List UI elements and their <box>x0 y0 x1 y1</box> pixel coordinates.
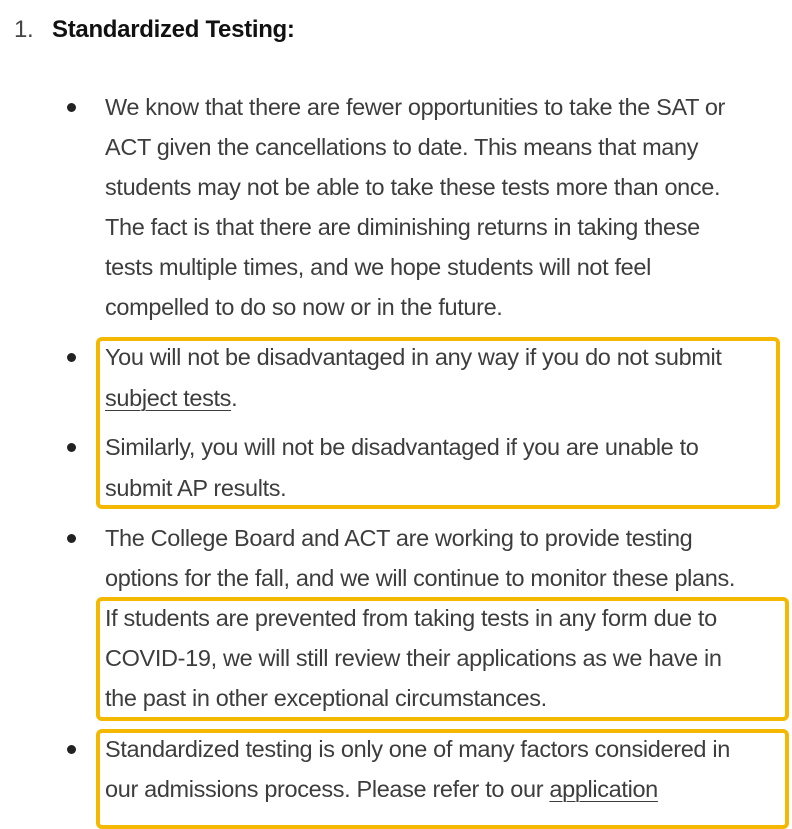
bullet-marker <box>67 745 76 754</box>
paragraph-line: the past in other exceptional circumstances. <box>105 685 547 711</box>
paragraph-line: We know that there are fewer opportunities to take the SAT or <box>105 94 726 120</box>
paragraph-line <box>105 769 658 809</box>
bullet-marker <box>67 534 76 543</box>
section-number: 1. <box>14 16 34 43</box>
paragraph-line: The fact is that there are diminishing returns in taking these <box>105 214 700 240</box>
section-title: Standardized Testing: <box>52 16 295 43</box>
paragraph-line: If students are prevented from taking tests in any form due to <box>105 605 717 631</box>
paragraph-line: The College Board and ACT are working to provide testing <box>105 525 693 551</box>
paragraph-line: submit AP results. <box>105 475 287 501</box>
paragraph-line: options for the fall, and we will continue to monitor these plans. <box>105 565 736 591</box>
paragraph-line <box>105 378 237 418</box>
paragraph-line: Standardized testing is only one of many factors considered in <box>105 736 730 762</box>
paragraph-line: ACT given the cancellations to date. This means that many <box>105 134 699 160</box>
bullet-marker <box>67 443 76 452</box>
admissions-text: our admissions process. Please refer to our <box>105 776 550 802</box>
paragraph-line: tests multiple times, and we hope students will not feel <box>105 254 651 280</box>
bullet-marker <box>67 353 76 362</box>
paragraph-line: Similarly, you will not be disadvantaged if you are unable to <box>105 434 699 460</box>
paragraph-line: students may not be able to take these tests more than once. <box>105 174 721 200</box>
section-heading <box>14 10 295 50</box>
subject-tests-link[interactable]: subject tests <box>105 385 232 411</box>
paragraph-line: COVID-19, we will still review their applications as we have in <box>105 645 722 671</box>
bullet-marker <box>67 103 76 112</box>
paragraph-line: compelled to do so now or in the future. <box>105 294 503 320</box>
application-link[interactable]: application <box>549 776 658 802</box>
paragraph-line: You will not be disadvantaged in any way if you do not submit <box>105 344 722 370</box>
period-text: . <box>231 385 238 411</box>
